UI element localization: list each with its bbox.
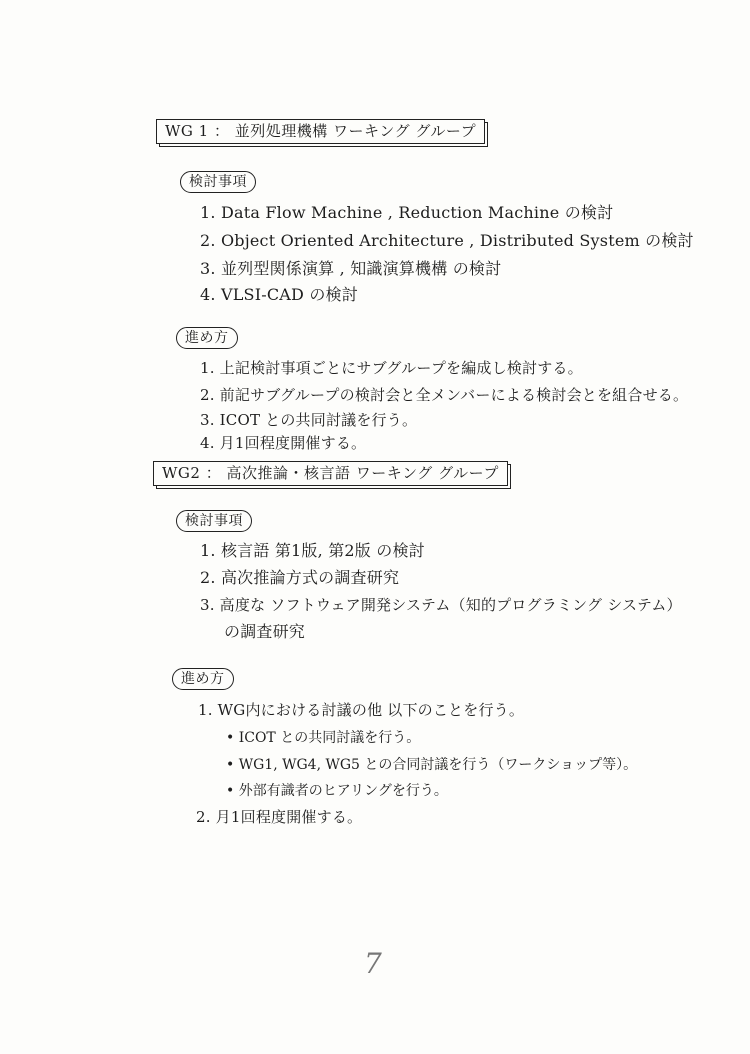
wg1-method-label: 進め方 [176, 327, 238, 349]
wg2-method-sub-item: • 外部有識者のヒアリングを行う。 [226, 783, 448, 799]
wg1-review-item: 3. 並列型関係演算 , 知識演算機構 の検討 [200, 259, 502, 278]
wg2-method-sub-item: • WG1, WG4, WG5 との合同討議を行う（ワークショップ等）。 [226, 757, 638, 773]
wg2-method-item: 2. 月1回程度開催する。 [196, 808, 363, 826]
wg2-review-label: 検討事項 [176, 510, 252, 532]
wg1-review-label: 検討事項 [180, 171, 256, 193]
wg1-title: WG 1 ： 並列処理機構 ワーキング グループ [156, 119, 485, 144]
wg1-review-item: 1. Data Flow Machine , Reduction Machine の検討 [200, 203, 614, 222]
page-number: 7 [364, 947, 382, 980]
wg2-review-item: 1. 核言語 第1版, 第2版 の検討 [200, 541, 425, 560]
wg2-title: WG2 ： 高次推論・核言語 ワーキング グループ [153, 461, 508, 486]
wg1-method-item: 3. ICOT との共同討議を行う。 [200, 411, 418, 429]
wg1-method-item: 1. 上記検討事項ごとにサブグループを編成し検討する。 [200, 359, 583, 377]
wg2-method-item: 1. WG内における討議の他 以下のことを行う。 [198, 701, 525, 719]
wg1-method-item: 4. 月1回程度開催する。 [200, 434, 367, 452]
wg1-review-item: 2. Object Oriented Architecture , Distributed System の検討 [200, 231, 694, 250]
wg2-method-sub-item: • ICOT との共同討議を行う。 [226, 730, 421, 746]
wg1-method-item: 2. 前記サブグループの検討会と全メンバーによる検討会とを組合せる。 [200, 386, 689, 404]
wg1-review-item: 4. VLSI-CAD の検討 [200, 285, 358, 304]
wg2-review-item: 2. 高次推論方式の調査研究 [200, 568, 400, 587]
wg2-review-item: 3. 高度な ソフトウェア開発システム（知的プログラミング システム） [200, 596, 682, 614]
wg2-review-item: の調査研究 [224, 622, 306, 641]
wg2-method-label: 進め方 [172, 668, 234, 690]
